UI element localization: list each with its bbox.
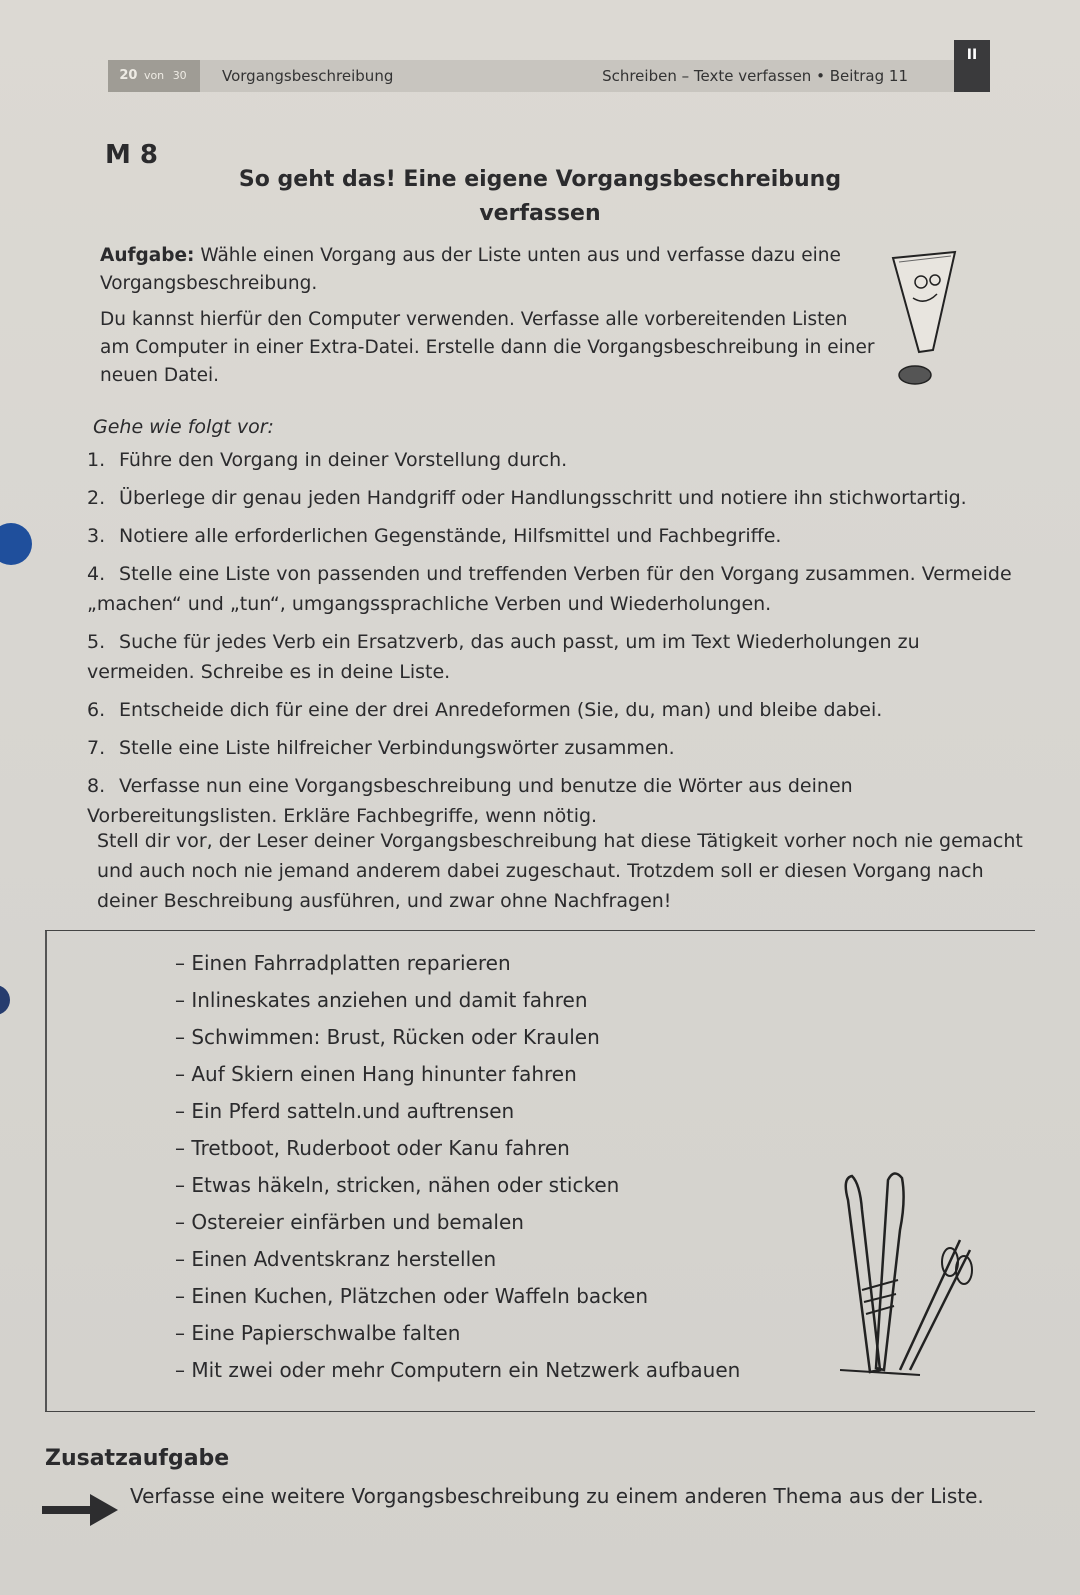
- task-section: [100, 242, 880, 398]
- level-icon: II: [954, 40, 990, 92]
- skis-illustration-icon: [840, 1170, 980, 1380]
- topic-list: [175, 945, 740, 1389]
- topic-item: – Mit zwei oder mehr Computern ein Netzwerk aufbauen: [175, 1358, 741, 1382]
- page-von: von: [143, 69, 165, 82]
- task-paragraph-2: Du kannst hierfür den Computer verwenden. Verfasse alle vorbereitenden Listen am Computer in einer Extra-Datei. Erstelle dann die Vorgangsbeschreibung in einer neuen Datei.: [100, 309, 875, 386]
- step-number: 8.: [87, 775, 106, 797]
- topic-item: – Auf Skiern einen Hang hinunter fahren: [175, 1062, 577, 1086]
- title-line-1: So geht das! Eine eigene Vorgangsbeschreibung: [238, 167, 842, 192]
- topic-item: – Einen Kuchen, Plätzchen oder Waffeln backen: [175, 1284, 648, 1308]
- page-counter: [108, 60, 200, 92]
- step-number: 6.: [87, 699, 106, 721]
- box-left-border: [45, 931, 47, 1411]
- task-paragraph: [100, 242, 880, 298]
- step-number: 4.: [87, 563, 106, 585]
- topic-item: – Schwimmen: Brust, Rücken oder Kraulen: [175, 1025, 600, 1049]
- step-number: 5.: [87, 631, 106, 653]
- step-text: Suche für jedes Verb ein Ersatzverb, das auch passt, um im Text Wiederholungen zu vermeiden. Schreibe es in deine Liste.: [87, 631, 920, 683]
- topic-item: – Tretboot, Ruderboot oder Kanu fahren: [175, 1136, 570, 1160]
- topic-item: – Inlineskates anziehen und damit fahren: [175, 988, 588, 1012]
- punch-hole-marker-2: [0, 985, 10, 1015]
- topic-item: – Ein Pferd satteln.und auftrensen: [175, 1099, 515, 1123]
- step-item: [87, 771, 1027, 831]
- page-number: 20: [119, 68, 138, 83]
- page-header: [108, 47, 990, 92]
- step-text: Führe den Vorgang in deiner Vorstellung durch.: [119, 449, 568, 471]
- step-number: 7.: [87, 737, 106, 759]
- step-item: [87, 483, 1027, 513]
- reader-note: Stell dir vor, der Leser deiner Vorgangsbeschreibung hat diese Tätigkeit vorher noch nie gemacht und auch noch nie jemand anderem dabei zugeschaut. Trotzdem soll er diesen Vorgang nach deiner Beschreibung ausführen, und zwar ohne Nachfragen!: [97, 830, 1023, 912]
- step-number: 2.: [87, 487, 106, 509]
- section-title: Vorgangsbeschreibung: [222, 67, 394, 85]
- steps-list: [87, 445, 1027, 839]
- step-item: [87, 627, 1027, 687]
- page-title: [200, 163, 880, 231]
- step-item: [87, 559, 1027, 619]
- material-label: M 8: [105, 140, 159, 170]
- punch-hole-marker: [0, 523, 32, 565]
- series-title: Schreiben – Texte verfassen • Beitrag 11: [602, 67, 908, 85]
- step-item: [87, 695, 1027, 725]
- step-number: 3.: [87, 525, 106, 547]
- step-item: [87, 445, 1027, 475]
- task-label: Aufgabe:: [100, 245, 195, 266]
- topic-item: – Einen Adventskranz herstellen: [175, 1247, 497, 1271]
- step-text: Entscheide dich für eine der drei Anredeformen (Sie, du, man) und bleibe dabei.: [119, 699, 883, 721]
- page-total: 30: [172, 69, 187, 82]
- procedure-heading: Gehe wie folgt vor:: [93, 416, 274, 438]
- topic-item: – Einen Fahrradplatten reparieren: [175, 951, 511, 975]
- step-text: Notiere alle erforderlichen Gegenstände, Hilfsmittel und Fachbegriffe.: [119, 525, 782, 547]
- extra-task-title: Zusatzaufgabe: [45, 1446, 230, 1471]
- step-item: [87, 733, 1027, 763]
- exclamation-icon: [885, 250, 965, 390]
- step-item: [87, 521, 1027, 551]
- extra-task-text: Verfasse eine weitere Vorgangsbeschreibung zu einem anderen Thema aus der Liste.: [130, 1484, 984, 1508]
- step-text: Verfasse nun eine Vorgangsbeschreibung und benutze die Wörter aus deinen Vorbereitungslisten. Erkläre Fachbegriffe, wenn nötig.: [87, 775, 853, 827]
- step-text: Überlege dir genau jeden Handgriff oder Handlungsschritt und notiere ihn stichwortartig.: [119, 487, 967, 509]
- arrow-right-icon: [40, 1490, 120, 1530]
- topic-item: – Ostereier einfärben und bemalen: [175, 1210, 524, 1234]
- step-text: Stelle eine Liste hilfreicher Verbindungswörter zusammen.: [119, 737, 675, 759]
- task-text: Wähle einen Vorgang aus der Liste unten aus und verfasse dazu eine Vorgangsbeschreibung.: [100, 245, 841, 294]
- step-number: 1.: [87, 449, 106, 471]
- step-text: Stelle eine Liste von passenden und treffenden Verben für den Vorgang zusammen. Vermeide „machen“ und „tun“, umgangssprachliche Verben und Wiederholungen.: [87, 563, 1012, 615]
- topic-item: – Etwas häkeln, stricken, nähen oder sticken: [175, 1173, 620, 1197]
- title-line-2: verfassen: [479, 201, 601, 226]
- topic-item: – Eine Papierschwalbe falten: [175, 1321, 461, 1345]
